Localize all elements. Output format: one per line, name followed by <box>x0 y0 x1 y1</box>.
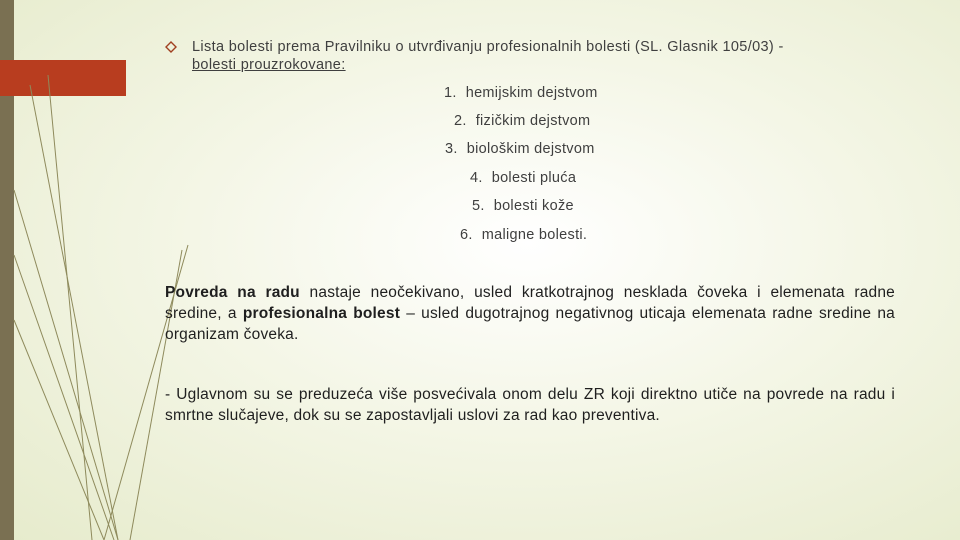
list-heading <box>165 38 865 74</box>
heading-line-2: bolesti prouzrokovane: <box>192 57 346 73</box>
list-item: 5. bolesti kože <box>472 198 574 214</box>
term-profesionalna-bolest: profesionalna bolest <box>242 305 401 322</box>
paragraph-definition: Povreda na radu nastaje neočekivano, usled kratkotrajnog nesklada čoveka i elemenata radne sredine, a profesionalna bolest – usled dugotrajnog negativnog uticaja elemenata radne sredine na organizam čoveka. <box>165 284 895 343</box>
diamond-bullet-icon <box>165 40 177 58</box>
list-item: 1. hemijskim dejstvom <box>444 85 598 101</box>
paragraph-note: - Uglavnom su se preduzeća više posvećivala onom delu ZR koji direktno utiče na povrede na radu i smrtne slučajeve, dok su se zapostavljali uslovi za rad kao preventiva. <box>165 386 895 424</box>
list-item: 6. maligne bolesti. <box>460 227 588 243</box>
list-item: 4. bolesti pluća <box>470 170 577 186</box>
list-item: 3. biološkim dejstvom <box>445 141 595 157</box>
term-povreda: Povreda na radu <box>165 284 300 301</box>
list-item: 2. fizičkim dejstvom <box>454 113 591 129</box>
heading-line-1: Lista bolesti prema Pravilniku o utvrđivanju profesionalnih bolesti (SL. Glasnik 105/03) - <box>192 39 784 55</box>
decorative-lines <box>0 0 200 540</box>
